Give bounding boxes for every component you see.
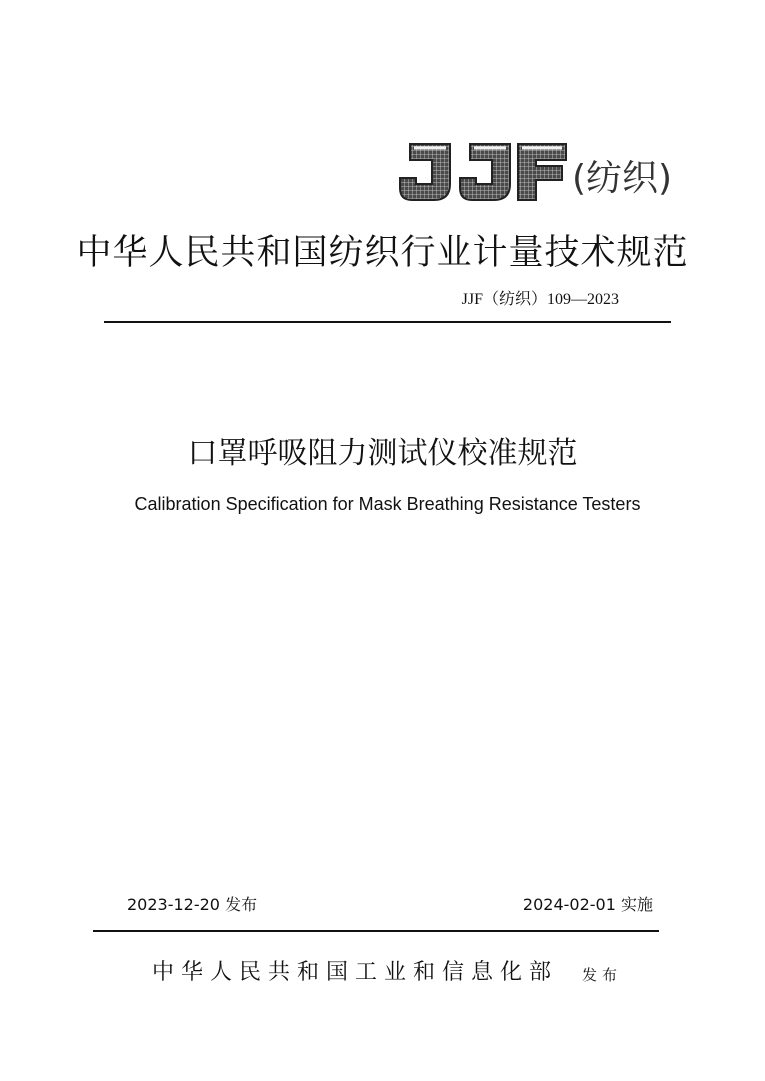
bottom-divider (93, 930, 659, 932)
implementation-date: 2024-02-01 实施 (522, 895, 653, 914)
jjf-textile-logo (396, 138, 686, 208)
standard-series-title: 中华人民共和国纺织行业计量技术规范 (76, 233, 689, 273)
issue-date: 2023-12-20 发布 (127, 895, 258, 914)
top-divider (104, 321, 671, 323)
document-code: JJF（纺织）109—2023 (461, 291, 619, 308)
logo-suffix-text: (纺织) (572, 158, 673, 199)
jjf-logo-graphic (396, 138, 686, 208)
issuing-action: 发布 (582, 966, 623, 984)
document-title-chinese: 口罩呼吸阻力测试仪校准规范 (187, 436, 578, 471)
jjf-letters (400, 144, 566, 200)
issuing-authority: 中华人民共和国工业和信息化部 (152, 960, 559, 985)
document-title-english: Calibration Specification for Mask Breathing Resistance Testers (134, 494, 641, 514)
